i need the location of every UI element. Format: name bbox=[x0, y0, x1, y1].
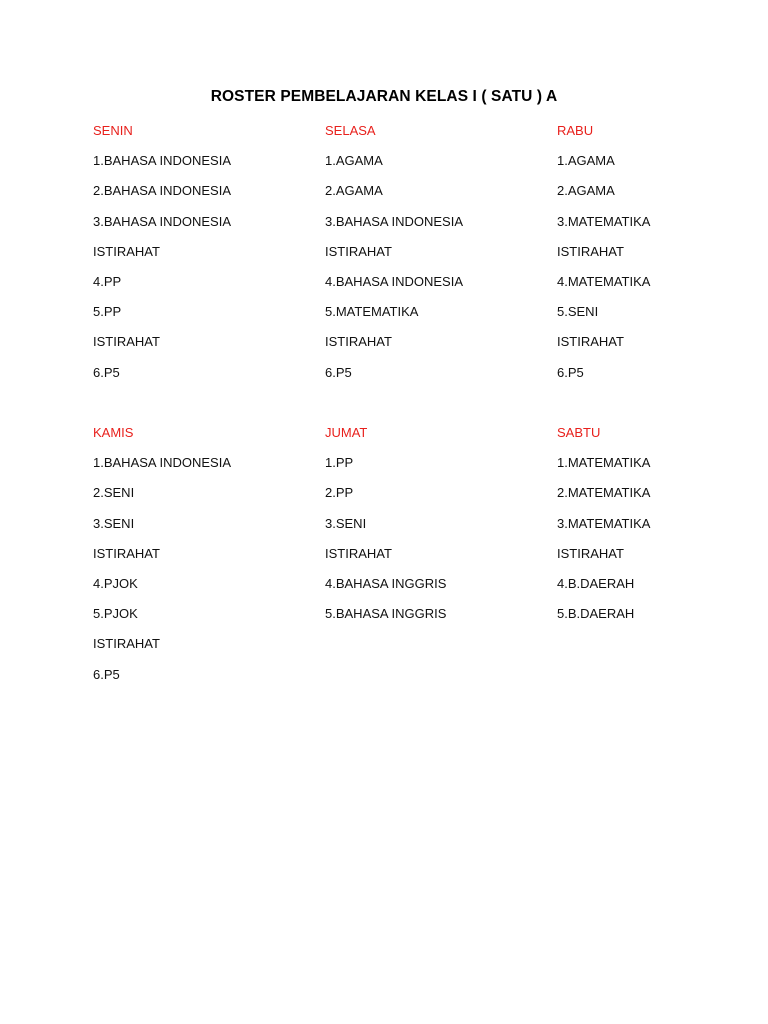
day-heading: RABU bbox=[557, 123, 594, 138]
list-item: 6.P5 bbox=[325, 364, 352, 380]
day-column-jumat bbox=[325, 423, 545, 634]
list-item: 3.SENI bbox=[325, 515, 367, 531]
list-item: 3.SENI bbox=[93, 515, 135, 531]
list-item: 2.PP bbox=[325, 485, 354, 501]
day-heading: SABTU bbox=[557, 425, 601, 440]
list-item: 2.AGAMA bbox=[325, 183, 383, 199]
page-title: ROSTER PEMBELAJARAN KELAS I ( SATU ) A bbox=[210, 88, 558, 105]
day-heading: SENIN bbox=[93, 123, 133, 138]
day-column-sabtu bbox=[557, 423, 768, 634]
list-item: ISTIRAHAT bbox=[93, 243, 160, 259]
list-item: 5.PP bbox=[93, 304, 122, 320]
list-item: 6.P5 bbox=[557, 364, 584, 380]
list-item: 5.B.DAERAH bbox=[557, 606, 635, 622]
list-item: 1.PP bbox=[325, 455, 354, 471]
list-item: ISTIRAHAT bbox=[325, 545, 392, 561]
day-heading: JUMAT bbox=[325, 425, 368, 440]
list-item: 2.MATEMATIKA bbox=[557, 485, 651, 501]
list-item: 1.BAHASA INDONESIA bbox=[93, 455, 231, 471]
list-item: 4.MATEMATIKA bbox=[557, 273, 651, 289]
day-heading: KAMIS bbox=[93, 425, 134, 440]
list-item: ISTIRAHAT bbox=[93, 636, 160, 652]
list-item: 4.PJOK bbox=[93, 575, 138, 591]
day-column-selasa bbox=[325, 121, 545, 393]
list-item: ISTIRAHAT bbox=[557, 545, 624, 561]
list-item: ISTIRAHAT bbox=[325, 243, 392, 259]
list-item: 1.BAHASA INDONESIA bbox=[93, 153, 231, 169]
list-item: ISTIRAHAT bbox=[325, 334, 392, 350]
list-item: 3.BAHASA INDONESIA bbox=[93, 213, 231, 229]
list-item: 2.SENI bbox=[93, 485, 135, 501]
list-item: 1.AGAMA bbox=[325, 153, 383, 169]
list-item: 3.MATEMATIKA bbox=[557, 213, 651, 229]
day-heading: SELASA bbox=[325, 123, 376, 138]
day-column-senin bbox=[93, 121, 313, 393]
list-item: ISTIRAHAT bbox=[93, 334, 160, 350]
list-item: 5.BAHASA INGGRIS bbox=[325, 606, 447, 622]
list-item: 6.P5 bbox=[93, 666, 120, 682]
list-item: 4.BAHASA INGGRIS bbox=[325, 575, 447, 591]
day-column-rabu bbox=[557, 121, 768, 393]
list-item: 3.MATEMATIKA bbox=[557, 515, 651, 531]
list-item: 1.AGAMA bbox=[557, 153, 615, 169]
list-item: 2.AGAMA bbox=[557, 183, 615, 199]
list-item: ISTIRAHAT bbox=[557, 334, 624, 350]
day-column-kamis bbox=[93, 423, 313, 695]
list-item: 4.PP bbox=[93, 273, 122, 289]
list-item: 4.B.DAERAH bbox=[557, 575, 635, 591]
list-item: 5.SENI bbox=[557, 304, 599, 320]
list-item: ISTIRAHAT bbox=[557, 243, 624, 259]
list-item: ISTIRAHAT bbox=[93, 545, 160, 561]
list-item: 1.MATEMATIKA bbox=[557, 455, 651, 471]
list-item: 6.P5 bbox=[93, 364, 120, 380]
list-item: 3.BAHASA INDONESIA bbox=[325, 213, 463, 229]
list-item: 2.BAHASA INDONESIA bbox=[93, 183, 231, 199]
list-item: 5.MATEMATIKA bbox=[325, 304, 419, 320]
list-item: 5.PJOK bbox=[93, 606, 138, 622]
list-item: 4.BAHASA INDONESIA bbox=[325, 273, 463, 289]
